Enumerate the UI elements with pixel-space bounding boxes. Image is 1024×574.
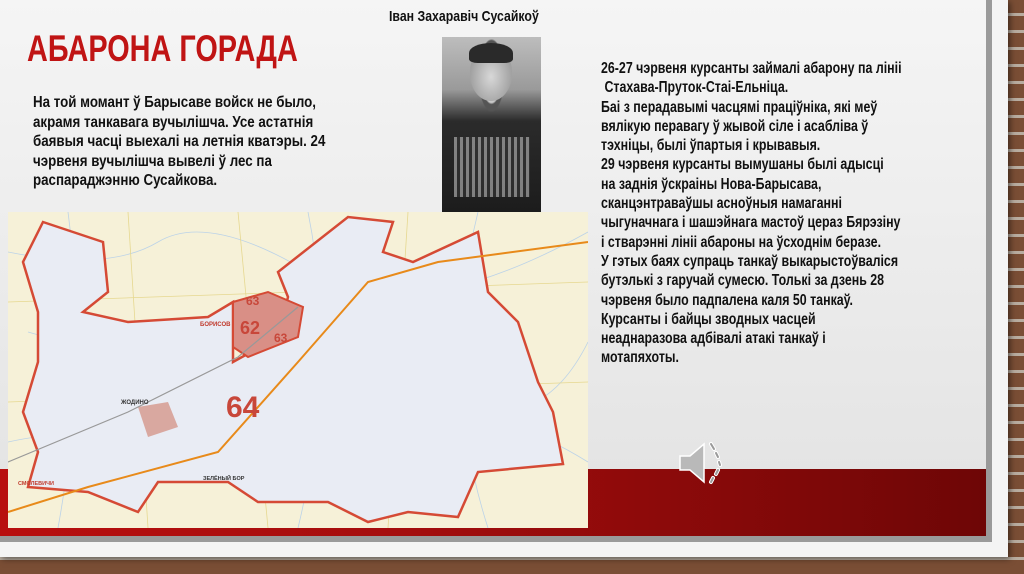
intro-text <box>33 93 403 191</box>
label-district-63-north: 63 <box>246 294 260 308</box>
photo-caption: Іван Захаравіч Сусайкоў <box>389 8 539 25</box>
battle-text <box>601 59 953 368</box>
text-line: чэрвеня вучылішча вывелі ў лес па <box>33 152 272 170</box>
text-line: распараджэнню Сусайкова. <box>33 172 218 189</box>
text-line: неаднаразова адбівалі атакі танкаў і <box>601 330 826 348</box>
text-line: акрамя танкавага вучылішча. Усе астатнія <box>33 113 314 131</box>
label-zhodino: ЖОДИНО <box>121 400 149 406</box>
text-line: У гэтых баях супраць танкаў выкарыстоўваліся <box>601 252 899 270</box>
text-line: Стахава-Пруток-Стаі-Ельніца. <box>601 79 789 97</box>
label-smolevichi: СМОЛЕВИЧИ <box>18 481 54 487</box>
slide-title: АБАРОНА ГОРАДА <box>27 28 298 69</box>
text-line: чэрвеня было падпалена каля 50 танкаў. <box>601 291 853 309</box>
text-line: тэхніцы, былі ўпартыя і крывавыя. <box>601 137 821 155</box>
label-district-63-east: 63 <box>274 331 288 345</box>
text-line: Баі з перадавымі часцямі праціўніка, які меў <box>601 98 878 116</box>
label-district-64: 64 <box>226 391 260 424</box>
text-line: бутэлькі з гаручай сумесю. Толькі за дзень 28 <box>601 272 885 290</box>
speaker-icon[interactable] <box>678 440 730 488</box>
label-borisov: БОРИСОВ <box>200 322 231 328</box>
text-line: баявыя часці выехалі на летнія кватэры. 24 <box>33 133 326 150</box>
text-line: 29 чэрвеня курсанты вымушаны былі адысці <box>601 156 884 174</box>
text-line: сканцэнтраваўшы асноўныя намаганні <box>601 195 842 213</box>
label-district-62: 62 <box>240 318 261 338</box>
portrait-photo <box>442 37 541 212</box>
text-line: і стварэнні лініі абароны на ўсходнім беразе. <box>601 233 882 251</box>
text-line: Курсанты і байцы зводных часцей <box>601 310 816 328</box>
text-line: мотапяхоты. <box>601 349 679 367</box>
text-line: вялікую перавагу ў жывой сіле і асабліва ў <box>601 117 869 135</box>
district-map <box>8 212 588 528</box>
text-line: чыгуначнага і шашэйнага мастоў цераз Бярэзіну <box>601 214 901 232</box>
text-line: на заднія ўскраіны Нова-Барысава, <box>601 175 822 193</box>
label-zeleny-bor: ЗЕЛЁНЫЙ БОР <box>203 476 245 482</box>
text-line: На той момант ў Барысаве войск не было, <box>33 94 317 111</box>
text-line: 26-27 чэрвеня курсанты займалі абарону па лініі <box>601 60 902 77</box>
